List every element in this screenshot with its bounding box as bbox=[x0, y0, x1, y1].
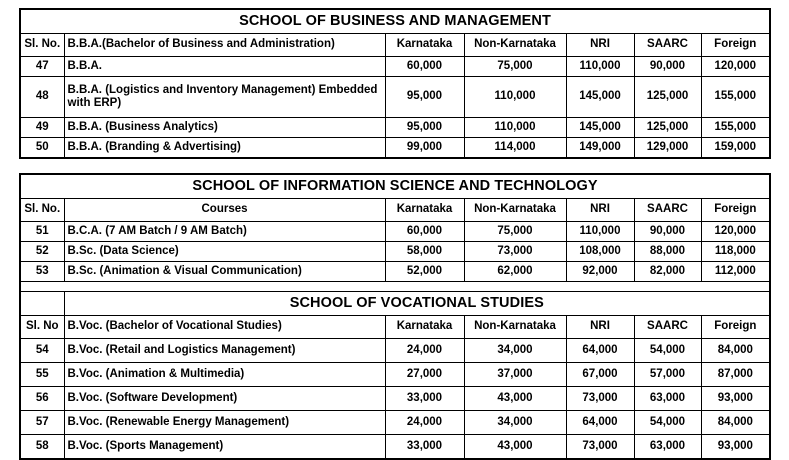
cell-non-karnataka: 110,000 bbox=[464, 77, 566, 118]
cell-karnataka: 33,000 bbox=[385, 435, 464, 460]
table-row bbox=[20, 262, 770, 282]
cell-karnataka: 95,000 bbox=[385, 77, 464, 118]
cell-nri: 67,000 bbox=[566, 363, 634, 387]
cell-foreign: 84,000 bbox=[701, 339, 770, 363]
column-header-row bbox=[20, 316, 770, 339]
cell-sl-no: 48 bbox=[20, 77, 64, 118]
cell-foreign: 84,000 bbox=[701, 411, 770, 435]
school-title-information-science: SCHOOL OF INFORMATION SCIENCE AND TECHNOLOGY bbox=[20, 174, 770, 199]
cell-nri: 110,000 bbox=[566, 57, 634, 77]
cell-foreign: 112,000 bbox=[701, 262, 770, 282]
header-foreign: Foreign bbox=[701, 199, 770, 222]
cell-course: B.Voc. (Renewable Energy Management) bbox=[64, 411, 385, 435]
cell-non-karnataka: 43,000 bbox=[464, 435, 566, 460]
cell-saarc: 54,000 bbox=[634, 411, 701, 435]
cell-nri: 64,000 bbox=[566, 411, 634, 435]
cell-nri: 110,000 bbox=[566, 222, 634, 242]
cell-nri: 73,000 bbox=[566, 387, 634, 411]
table-row bbox=[20, 242, 770, 262]
cell-nri: 64,000 bbox=[566, 339, 634, 363]
table-row bbox=[20, 411, 770, 435]
cell-karnataka: 33,000 bbox=[385, 387, 464, 411]
cell-course: B.Voc. (Software Development) bbox=[64, 387, 385, 411]
cell-foreign: 87,000 bbox=[701, 363, 770, 387]
school-title-row bbox=[20, 292, 770, 316]
cell-non-karnataka: 62,000 bbox=[464, 262, 566, 282]
cell-sl-no: 53 bbox=[20, 262, 64, 282]
table-row bbox=[20, 77, 770, 118]
cell-course: B.C.A. (7 AM Batch / 9 AM Batch) bbox=[64, 222, 385, 242]
cell-nri: 92,000 bbox=[566, 262, 634, 282]
fee-table-information-science-and-vocational bbox=[19, 173, 771, 460]
cell-nri: 108,000 bbox=[566, 242, 634, 262]
cell-course: B.Sc. (Data Science) bbox=[64, 242, 385, 262]
cell-foreign: 93,000 bbox=[701, 387, 770, 411]
header-karnataka: Karnataka bbox=[385, 199, 464, 222]
cell-non-karnataka: 114,000 bbox=[464, 138, 566, 159]
cell-saarc: 129,000 bbox=[634, 138, 701, 159]
cell-saarc: 57,000 bbox=[634, 363, 701, 387]
header-saarc: SAARC bbox=[634, 199, 701, 222]
cell-sl-no: 51 bbox=[20, 222, 64, 242]
table-row bbox=[20, 138, 770, 159]
header-foreign: Foreign bbox=[701, 34, 770, 57]
header-karnataka: Karnataka bbox=[385, 316, 464, 339]
cell-course: B.B.A. (Business Analytics) bbox=[64, 118, 385, 138]
cell-sl-no: 57 bbox=[20, 411, 64, 435]
school-title-business-management: SCHOOL OF BUSINESS AND MANAGEMENT bbox=[20, 9, 770, 34]
cell-nri: 145,000 bbox=[566, 77, 634, 118]
header-non-karnataka: Non-Karnataka bbox=[464, 34, 566, 57]
cell-non-karnataka: 73,000 bbox=[464, 242, 566, 262]
cell-non-karnataka: 43,000 bbox=[464, 387, 566, 411]
table-row bbox=[20, 222, 770, 242]
school-title-row bbox=[20, 174, 770, 199]
header-non-karnataka: Non-Karnataka bbox=[464, 199, 566, 222]
header-nri: NRI bbox=[566, 199, 634, 222]
cell-karnataka: 24,000 bbox=[385, 411, 464, 435]
cell-foreign: 120,000 bbox=[701, 57, 770, 77]
header-nri: NRI bbox=[566, 34, 634, 57]
cell-karnataka: 60,000 bbox=[385, 222, 464, 242]
cell-karnataka: 52,000 bbox=[385, 262, 464, 282]
cell-sl-no: 54 bbox=[20, 339, 64, 363]
cell-foreign: 155,000 bbox=[701, 118, 770, 138]
cell-sl-no: 58 bbox=[20, 435, 64, 460]
cell-sl-no: 50 bbox=[20, 138, 64, 159]
table-row bbox=[20, 387, 770, 411]
cell-nri: 145,000 bbox=[566, 118, 634, 138]
cell-karnataka: 24,000 bbox=[385, 339, 464, 363]
cell-non-karnataka: 110,000 bbox=[464, 118, 566, 138]
cell-foreign: 155,000 bbox=[701, 77, 770, 118]
header-foreign: Foreign bbox=[701, 316, 770, 339]
cell-saarc: 54,000 bbox=[634, 339, 701, 363]
cell-saarc: 90,000 bbox=[634, 57, 701, 77]
school-title-vocational-studies: SCHOOL OF VOCATIONAL STUDIES bbox=[64, 292, 770, 316]
cell-sl-no: 56 bbox=[20, 387, 64, 411]
cell-nri: 73,000 bbox=[566, 435, 634, 460]
header-sl-no: Sl. No. bbox=[20, 34, 64, 57]
header-nri: NRI bbox=[566, 316, 634, 339]
header-karnataka: Karnataka bbox=[385, 34, 464, 57]
cell-foreign: 159,000 bbox=[701, 138, 770, 159]
table-row bbox=[20, 435, 770, 460]
cell-foreign: 118,000 bbox=[701, 242, 770, 262]
cell-saarc: 125,000 bbox=[634, 77, 701, 118]
header-course: B.B.A.(Bachelor of Business and Administration) bbox=[64, 34, 385, 57]
school-title-leading-blank-cell bbox=[20, 292, 64, 316]
cell-saarc: 90,000 bbox=[634, 222, 701, 242]
cell-saarc: 63,000 bbox=[634, 387, 701, 411]
header-saarc: SAARC bbox=[634, 316, 701, 339]
cell-nri: 149,000 bbox=[566, 138, 634, 159]
cell-saarc: 63,000 bbox=[634, 435, 701, 460]
cell-karnataka: 27,000 bbox=[385, 363, 464, 387]
cell-course: B.B.A. (Logistics and Inventory Management) Embedded with ERP) bbox=[64, 77, 385, 118]
school-title-row bbox=[20, 9, 770, 34]
header-sl-no: Sl. No bbox=[20, 316, 64, 339]
cell-sl-no: 52 bbox=[20, 242, 64, 262]
cell-karnataka: 99,000 bbox=[385, 138, 464, 159]
cell-non-karnataka: 34,000 bbox=[464, 411, 566, 435]
cell-course: B.B.A. bbox=[64, 57, 385, 77]
cell-karnataka: 95,000 bbox=[385, 118, 464, 138]
cell-course: B.B.A. (Branding & Advertising) bbox=[64, 138, 385, 159]
header-sl-no: Sl. No. bbox=[20, 199, 64, 222]
column-header-row bbox=[20, 34, 770, 57]
header-saarc: SAARC bbox=[634, 34, 701, 57]
fee-table-business-management bbox=[19, 8, 771, 159]
table-row bbox=[20, 339, 770, 363]
cell-course: B.Voc. (Retail and Logistics Management) bbox=[64, 339, 385, 363]
table-row bbox=[20, 57, 770, 77]
header-course: B.Voc. (Bachelor of Vocational Studies) bbox=[64, 316, 385, 339]
cell-course: B.Voc. (Animation & Multimedia) bbox=[64, 363, 385, 387]
cell-non-karnataka: 34,000 bbox=[464, 339, 566, 363]
header-non-karnataka: Non-Karnataka bbox=[464, 316, 566, 339]
cell-sl-no: 49 bbox=[20, 118, 64, 138]
section-spacer-row bbox=[20, 282, 770, 292]
cell-course: B.Sc. (Animation & Visual Communication) bbox=[64, 262, 385, 282]
column-header-row bbox=[20, 199, 770, 222]
cell-saarc: 88,000 bbox=[634, 242, 701, 262]
cell-non-karnataka: 37,000 bbox=[464, 363, 566, 387]
cell-saarc: 82,000 bbox=[634, 262, 701, 282]
cell-saarc: 125,000 bbox=[634, 118, 701, 138]
cell-foreign: 93,000 bbox=[701, 435, 770, 460]
cell-sl-no: 55 bbox=[20, 363, 64, 387]
cell-foreign: 120,000 bbox=[701, 222, 770, 242]
cell-non-karnataka: 75,000 bbox=[464, 222, 566, 242]
cell-course: B.Voc. (Sports Management) bbox=[64, 435, 385, 460]
table-row bbox=[20, 118, 770, 138]
header-course: Courses bbox=[64, 199, 385, 222]
cell-karnataka: 58,000 bbox=[385, 242, 464, 262]
cell-sl-no: 47 bbox=[20, 57, 64, 77]
table-row bbox=[20, 363, 770, 387]
cell-non-karnataka: 75,000 bbox=[464, 57, 566, 77]
cell-karnataka: 60,000 bbox=[385, 57, 464, 77]
section-spacer-cell bbox=[20, 282, 770, 292]
